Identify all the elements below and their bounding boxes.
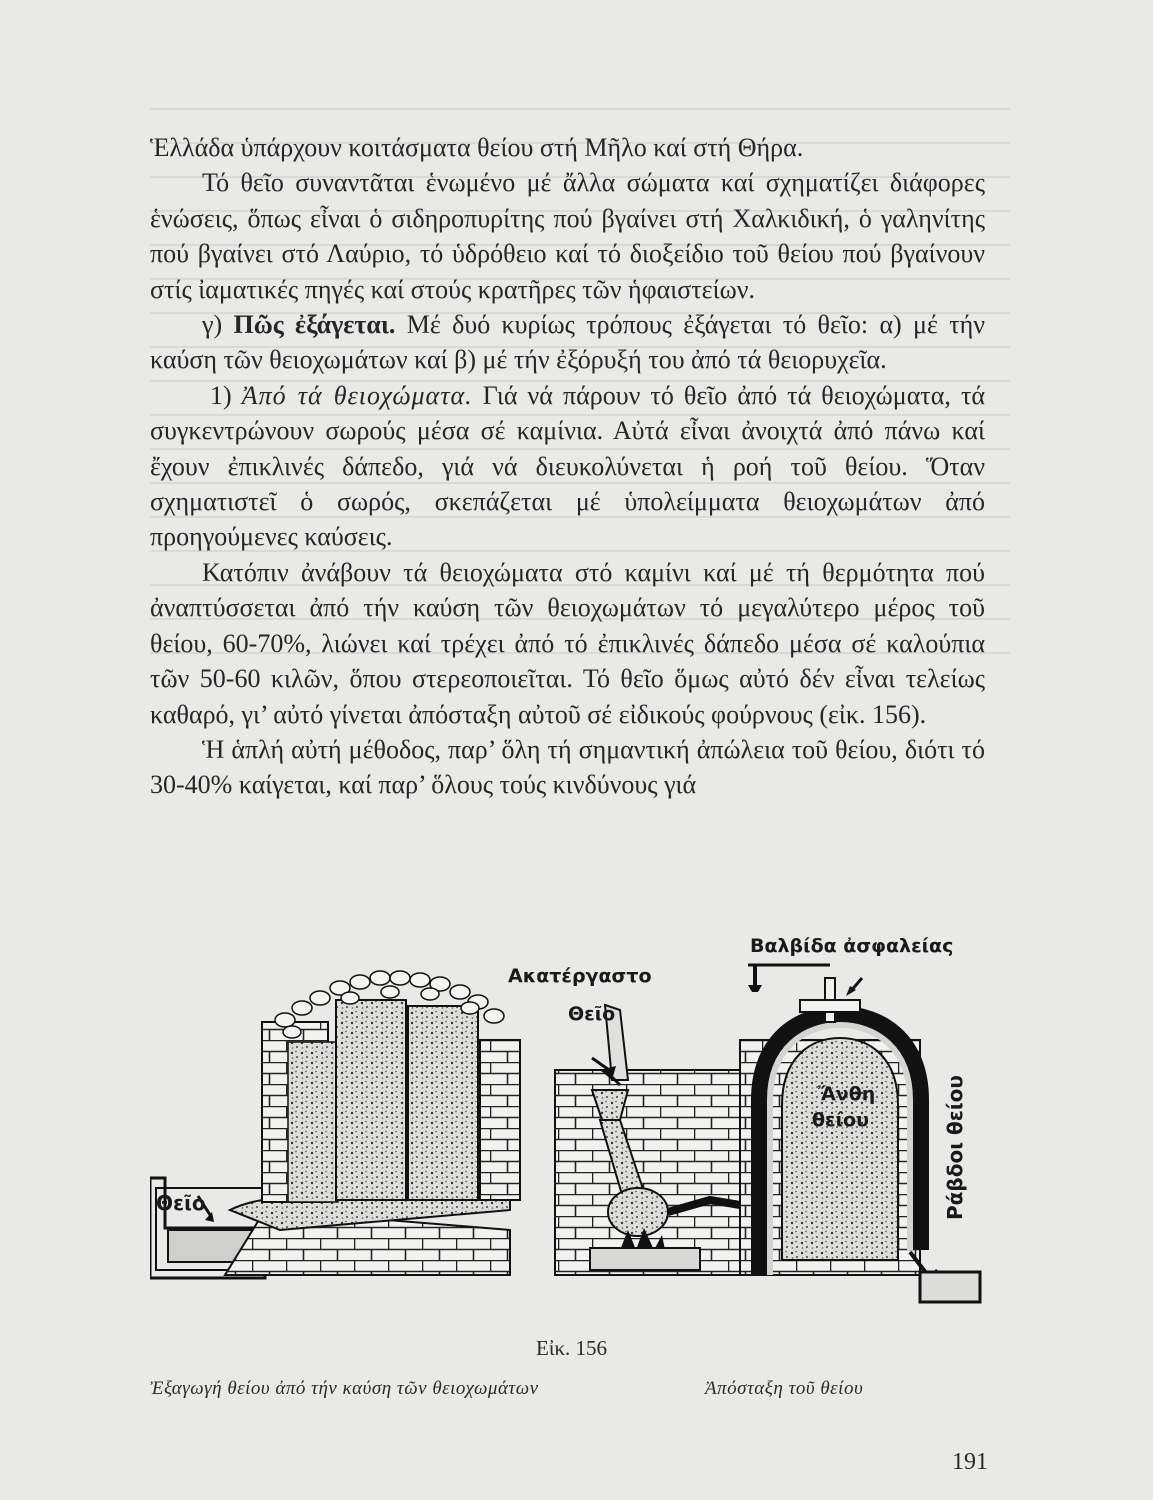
sulfur-label: Θεῖο (156, 1191, 206, 1215)
body-text (150, 130, 985, 803)
flowers-label-2: θείου (812, 1109, 869, 1131)
paragraph-4-text: Γιά νά πάρουν τό θεῖο ἀπό τά θειοχώματα, τά συγκεντρώνουν σωρούς μέσα σέ καμίνια. Αὐτά εἶναι ἀνοιχτά ἀπό πάνω καί ἔχουν ἐπικλινές δάπεδο, γιά νά διευκολύνεται ἡ ροή τοῦ θείου. Ὅταν σχηματιστεῖ ὁ σωρός, σκεπάζεται μέ ὑπολείμματα θειοχωμάτων ἀπό προηγούμενες καύσεις. (150, 380, 986, 552)
subsection-heading: Ἀπό τά θειοχώματα. (241, 380, 473, 410)
safety-valve-label: Βαλβίδα ἀσφαλείας (750, 935, 954, 957)
paragraph-6: Ἡ ἁπλή αὐτή μέθοδος, παρ’ ὅλη τή σημαντική ἀπώλεια τοῦ θείου, διότι τό 30-40% καίγεται, καί παρ’ ὅλους τούς κινδύνους γιά (150, 734, 985, 800)
figure-156 (150, 930, 990, 1340)
figure-number: Εἰκ. 156 (536, 1336, 608, 1360)
paragraph-2: Τό θεῖο συναντᾶται ἑνωμένο μέ ἄλλα σώματα καί σχηματίζει διάφορες ἑνώσεις, ὅπως εἶναι ὁ σιδηροπυρίτης πού βγαίνει στή Χαλκιδική, ὁ γαληνίτης πού βγαίνει στό Λαύριο, τό ὑδρόθειο καί τό διοξείδιο τοῦ θείου πού βγαίνουν στίς ἰαματικές πηγές καί στούς κρατῆρες τῶν ἡφαιστείων. (150, 168, 985, 304)
paragraph-3-text: Μέ δυό κυρίως τρόπους ἐξάγεται τό θεῖο: α) μέ τήν καύση τῶν θειοχωμάτων καί β) μέ τήν ἐξόρυξή του ἀπό τά θειορυχεῖα. (150, 310, 986, 375)
raw-sulfur-label-2: Θεῖο (568, 1003, 616, 1025)
paragraph-1: Ἑλλάδα ὑπάρχουν κοιτάσματα θείου στή Μῆλο καί στή Θήρα. (150, 133, 804, 162)
caption-right: Ἀπόσταξη τοῦ θείου (705, 1378, 864, 1399)
section-heading: Πῶς ἐξάγεται. (233, 310, 396, 340)
paragraph-4 (150, 378, 985, 555)
sulfur-rods-label: Ράβδοι θείου (943, 1075, 967, 1220)
flowers-label: Ἄνθη (818, 1083, 876, 1105)
furnace-illustration (150, 930, 990, 1340)
paragraph-3 (150, 307, 985, 378)
subsection-number: 1) (210, 380, 232, 410)
raw-sulfur-label: Ακατέργαστο (508, 965, 652, 987)
paragraph-5: Κατόπιν ἀνάβουν τά θειοχώματα στό καμίνι καί μέ τή θερμότητα πού ἀναπτύσσεται ἀπό τήν καύση τῶν θειοχωμάτων τό μεγαλύτερο μέρος τοῦ θείου, 60-70%, λιώνει καί τρέχει ἀπό τό ἐπικλινές δάπεδο μέσα σέ καλούπια τῶν 50-60 κιλῶν, ὅπου στερεοποιεῖται. Τό θεῖο ὅμως αὐτό δέν εἶναι τελείως καθαρό, γι’ αὐτό γίνεται ἀπόσταξη αὐτοῦ σέ εἰδικούς φούρνους (εἰκ. 156). (150, 557, 985, 729)
page-number: 191 (952, 1449, 988, 1475)
distillation-diagram (508, 935, 980, 1302)
section-label: γ) (202, 310, 223, 340)
kiln-diagram (150, 971, 520, 1278)
caption-left: Ἐξαγωγή θείου ἀπό τήν καύση τῶν θειοχωμάτων (150, 1378, 539, 1399)
